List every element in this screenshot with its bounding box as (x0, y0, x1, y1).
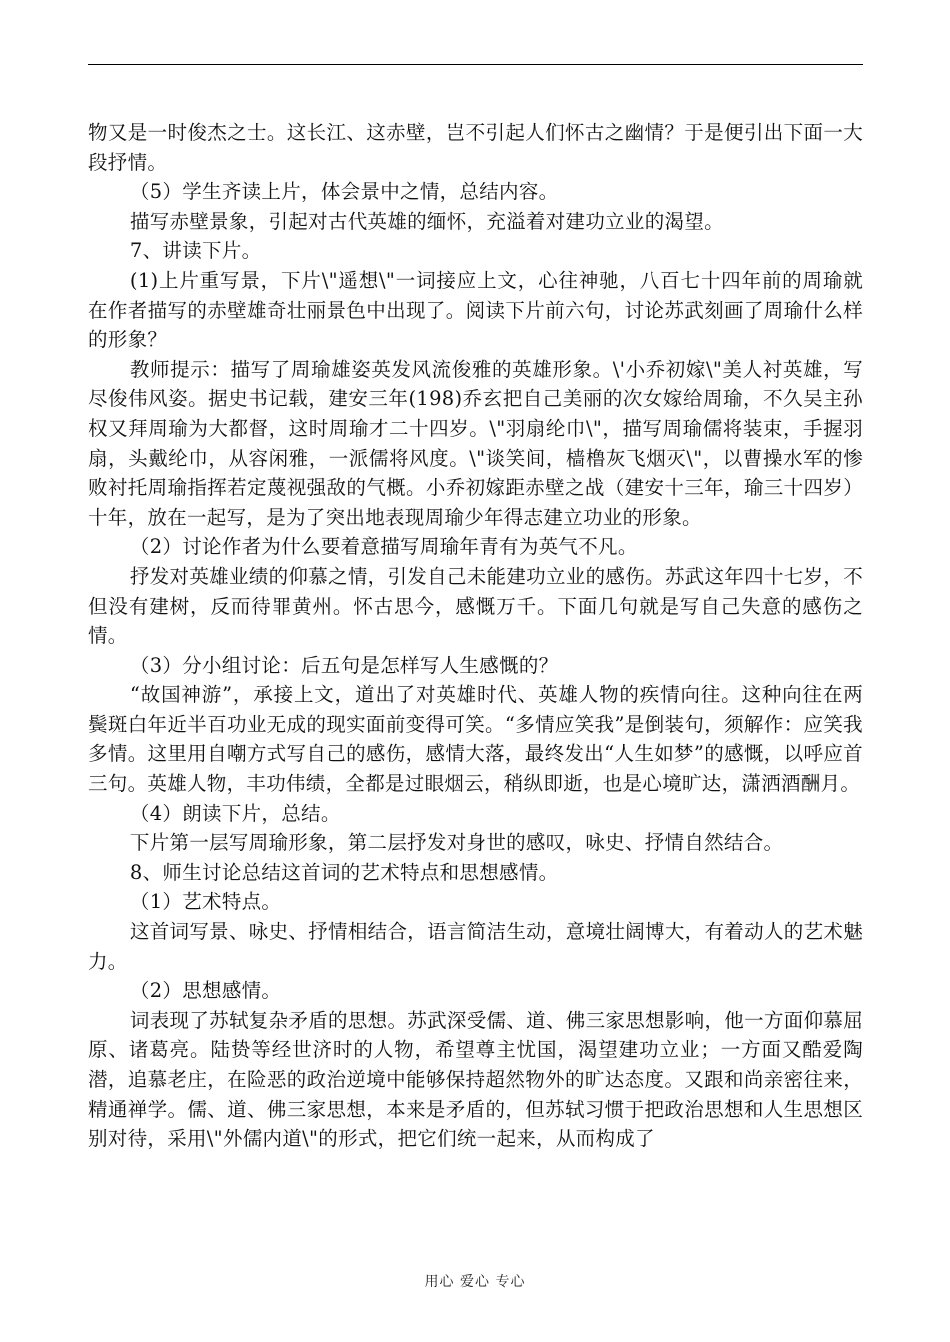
paragraph: 7、讲读下片。 (129, 239, 262, 263)
paragraph: （4）朗读下片，总结。 (129, 801, 341, 825)
paragraph: （5）学生齐读上片，体会景中之情，总结内容。 (129, 180, 559, 204)
paragraph: 描写赤壁景象，引起对古代英雄的缅怀，充溢着对建功立业的渴望。 (129, 209, 724, 233)
paragraph: 这首词写景、咏史、抒情相结合，语言简洁生动，意境壮阔博大，有着动人的艺术魅力。 (88, 920, 863, 973)
paragraph: 教师提示：描写了周瑜雄姿英发风流俊雅的英雄形象。\'小乔初嫁\"美人衬英雄，写尽俊伟风姿。据史书记载，建安三年(198)乔玄把自己美丽的次女嫁给周瑜，不久吴主孙权又拜周瑜为大都督，这时周瑜才二十四岁。\"羽扇纶巾\"，描写周瑜儒将装束，手握羽扇，头戴纶巾，从容闲雅，一派儒将风度。\"谈笑间，樯橹灰飞烟灭\"，以曹操水军的惨败衬托周瑜指挥若定蔑视强敌的气概。小乔初嫁距赤壁之战（建安十三年，瑜三十四岁）十年，放在一起写，是为了突出地表现周瑜少年得志建立功业的形象。 (88, 357, 863, 529)
paragraph: （2）讨论作者为什么要着意描写周瑜年青有为英气不凡。 (129, 535, 638, 559)
paragraph: 抒发对英雄业绩的仰慕之情，引发自己未能建功立业的感伤。苏武这年四十七岁，不但没有建树，反而待罪黄州。怀古思今，感慨万千。下面几句就是写自己失意的感伤之情。 (88, 564, 863, 648)
paragraph: （1）艺术特点。 (129, 890, 282, 914)
paragraph: （3）分小组讨论：后五句是怎样写人生感慨的？ (129, 653, 559, 677)
page-footer: 用心 爱心 专心 (424, 1274, 526, 1290)
paragraph: 8、师生讨论总结这首词的艺术特点和思想感情。 (129, 860, 559, 884)
body-text (88, 118, 863, 1154)
paragraph: (1)上片重写景，下片\"遥想\"一词接应上文，心往神驰，八百七十四年前的周瑜就在作者描写的赤壁雄奇壮丽景色中出现了。阅读下片前六句，讨论苏武刻画了周瑜什么样的形象？ (88, 268, 863, 352)
paragraph: “故国神游”，承接上文，道出了对英雄时代、英雄人物的疾情向往。这种向往在两鬓斑白年近半百功业无成的现实面前变得可笑。“多情应笑我”是倒装句，须解作：应笑我多情。这里用自嘲方式写自己的感伤，感情大落，最终发出“人生如梦”的感慨，以呼应首三句。英雄人物，丰功伟绩，全都是过眼烟云，稍纵即逝，也是心境旷达，潇洒酒酬月。 (88, 683, 863, 796)
paragraph: 下片第一层写周瑜形象，第二层抒发对身世的感叹，咏史、抒情自然结合。 (129, 831, 784, 855)
paragraph: 词表现了苏轼复杂矛盾的思想。苏武深受儒、道、佛三家思想影响，他一方面仰慕屈原、诸葛亮。陆贽等经世济时的人物，希望尊主忧国，渴望建功立业；一方面又酷爱陶潜，追慕老庄，在险恶的政治逆境中能够保持超然物外的旷达态度。又跟和尚亲密往来，精通禅学。儒、道、佛三家思想，本来是矛盾的，但苏轼习惯于把政治思想和人生思想区别对待，采用\"外儒内道\"的形式，把它们统一起来，从而构成了 (88, 1008, 863, 1151)
paragraph: （2）思想感情。 (129, 979, 282, 1003)
paragraph: 物又是一时俊杰之士。这长江、这赤壁，岂不引起人们怀古之幽情？于是便引出下面一大段抒情。 (88, 121, 863, 174)
header-rule (88, 64, 863, 65)
